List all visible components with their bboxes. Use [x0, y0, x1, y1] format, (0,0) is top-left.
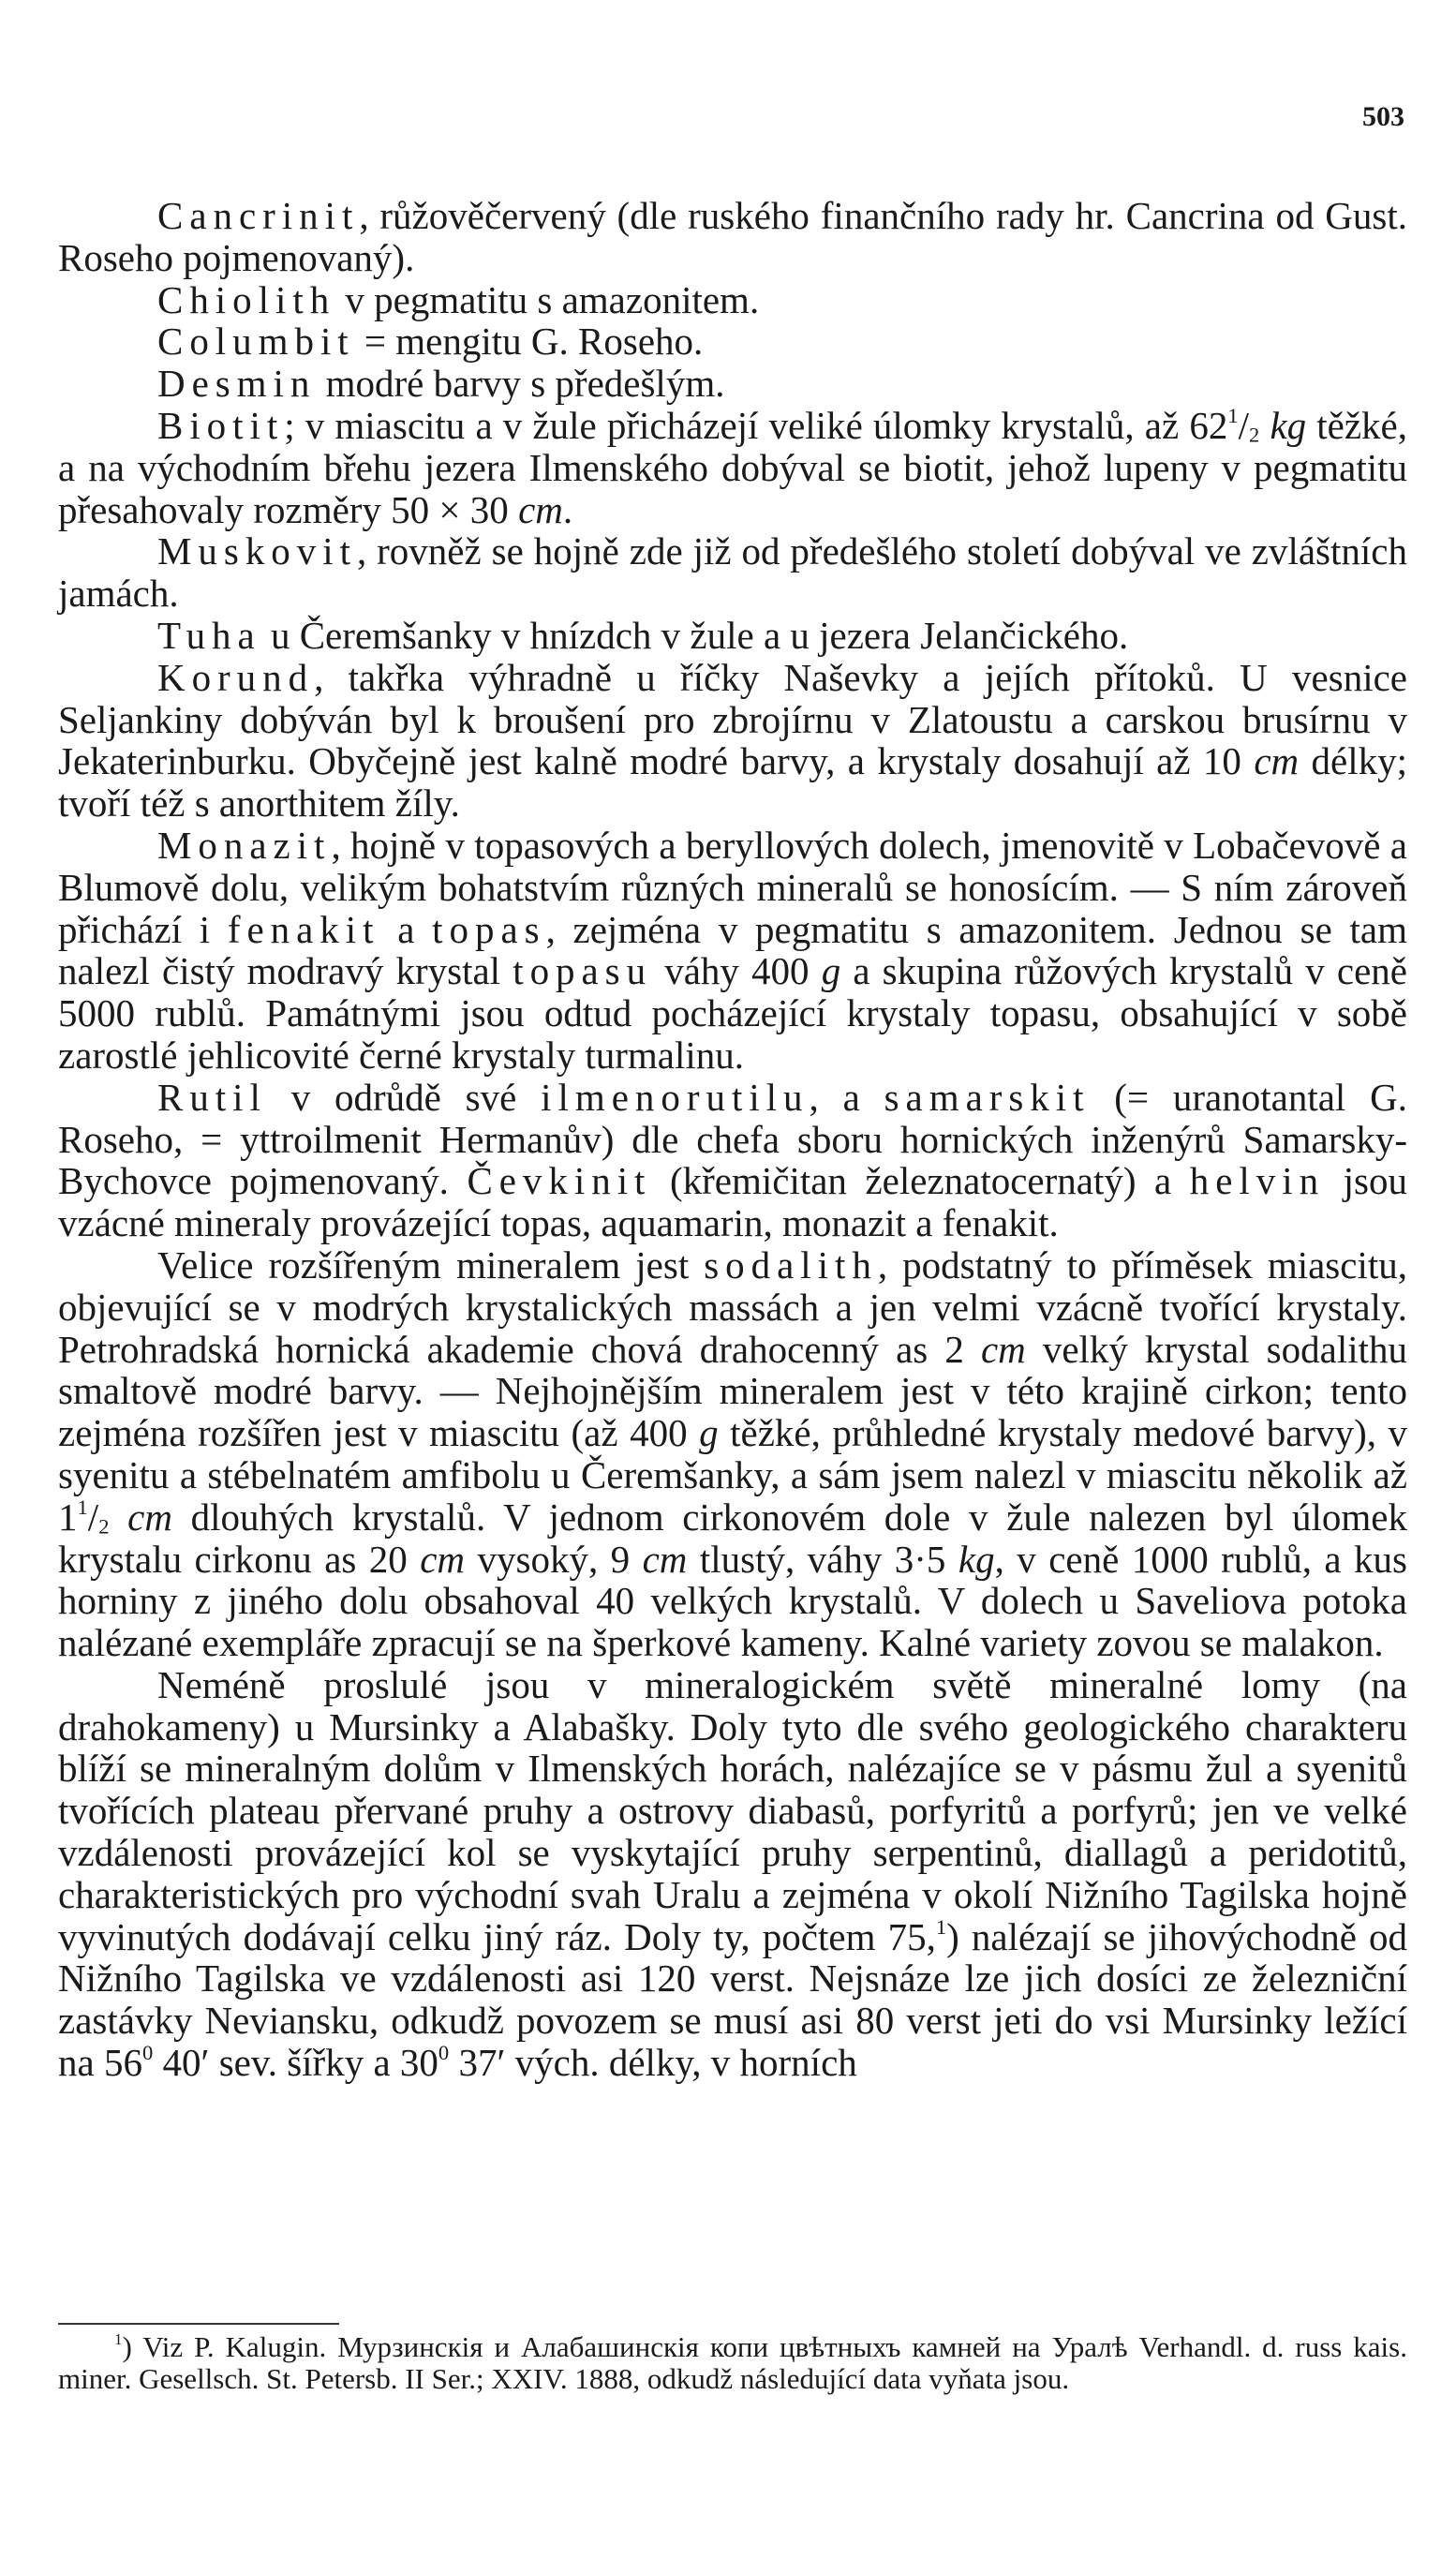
text: a [379, 907, 433, 951]
term: Korund [157, 655, 315, 699]
term: Čevkinit [467, 1159, 652, 1203]
text: (= uranotantal G. Roseho, = yttroilmenit Hermanův) dle chefa sboru hornických inženýrů Samarsky-Bychovce pojmenovaný. [58, 1075, 1407, 1203]
degree-mark: 0 [141, 2041, 154, 2065]
unit: g [821, 949, 841, 993]
term: Cancrinit [157, 194, 360, 237]
footnote [58, 2331, 1407, 2395]
text: v odrůdě své [266, 1075, 542, 1119]
text: , v ceně 1000 rublů, a kus horniny z jiného dolu obsahoval 40 velkých krystalů. V dolech u Saveliova potoka nalézané exempláře zpracují se na šperkové kameny. Kalné variety zovou se malakon. [58, 1537, 1407, 1665]
text: (křemičitan železnatocernatý) a [651, 1159, 1190, 1203]
text: , hojně v topasových a beryllových dolech, jmenovitě v Lobačevově a Blumově dolu, velikým bohatstvím různých mineralů se honosícím. — S ním zároveň přichází i [58, 823, 1407, 951]
text: velký krystal sodalithu smaltově modré barvy. — Nejhojnějším mineralem jest v této krajině cirkon; tento zejména rozšířen jest v miascitu (až 400 [58, 1327, 1407, 1455]
text: . [562, 487, 573, 531]
term: sodalith [704, 1242, 878, 1287]
term: Rutil [157, 1075, 267, 1119]
unit: cm [642, 1537, 688, 1581]
footnote-reference: 1 [935, 1914, 947, 1939]
footnote-marker: 1 [114, 2330, 123, 2349]
paragraph-muskovit [58, 530, 1407, 615]
text: ; v miascitu a v žule přicházejí veliké úlomky krystalů, až 62 [284, 403, 1228, 447]
term: Desmin [157, 362, 317, 406]
term: Monazit [157, 823, 332, 867]
paragraph-chiolith [58, 279, 1407, 321]
term: topasu [513, 949, 653, 993]
text: 40′ sev. šířky a 30 [153, 2041, 438, 2085]
text: váhy 400 [652, 949, 822, 993]
unit: cm [127, 1495, 172, 1539]
unit: cm [420, 1537, 466, 1581]
text: těžké, průhledné krystaly medové barvy), v syenitu a stébelnatém amfibolu u Čeremšanky, a sám jsem nalezl v miascitu několik až 1 [58, 1411, 1407, 1539]
term: ilmenorutilu [541, 1075, 810, 1119]
unit: cm [980, 1327, 1026, 1371]
degree-mark: 0 [438, 2041, 450, 2065]
paragraph-desmin [58, 363, 1407, 405]
term: Biotit [157, 403, 285, 447]
text: modré barvy s předešlým. [316, 362, 725, 406]
paragraph-columbit [58, 320, 1407, 363]
page-number: 503 [1362, 101, 1404, 132]
paragraph-rutil [58, 1077, 1407, 1244]
text: , takřka výhradně u říčky Naševky a jejích přítoků. U vesnice Seljankiny dobýván byl k broušení pro zbrojírnu v Zlatoustu a carskou brusírnu v Jekaterinburku. Obyčejně jest kalně modré barvy, a krystaly dosahují až 10 [58, 655, 1407, 783]
paragraph-biotit [58, 405, 1407, 530]
text: v pegmatitu s amazonitem. [335, 277, 760, 321]
term: topas [432, 907, 546, 951]
unit: g [699, 1411, 719, 1455]
unit: cm [1254, 739, 1300, 783]
unit: kg [1270, 403, 1307, 447]
fraction: $^1/_2$ [1227, 403, 1260, 447]
text: dlouhých krystalů. V jednom cirkonovém dole v žule nalezen byl úlomek krystalu cirkonu as 20 [58, 1495, 1408, 1581]
fraction-numerator: 1 [1227, 404, 1239, 428]
unit: kg [958, 1537, 995, 1581]
term: Muskovit [157, 529, 357, 573]
paragraph-tuha [58, 615, 1407, 657]
unit: cm [518, 487, 563, 531]
text: u Čeremšanky v hnízdch v žule a u jezera Jelančického. [260, 613, 1129, 657]
term: samarskit [884, 1075, 1091, 1119]
text: 37′ vých. délky, v horních [449, 2041, 857, 2085]
text: jsou vzácné mineraly provázející topas, aquamarin, monazit a fenakit. [58, 1159, 1407, 1245]
text: , a [809, 1075, 884, 1119]
paragraph-korund [58, 657, 1407, 825]
fraction-denominator: 2 [1249, 423, 1260, 447]
text: tlustý, váhy 3·5 [687, 1537, 958, 1581]
term: fenakit [227, 907, 380, 951]
text: délky; tvoří též s anorthitem žíly. [58, 739, 1407, 826]
paragraph-mursinka [58, 1664, 1407, 2084]
footnote-divider [58, 2323, 339, 2325]
text: ) nalézají se jihovýchodně od Nižního Tagilska ve vzdálenosti asi 120 verst. Nejsnáze lze jich dosíci ze železniční zastávky Neviansku, odkudž povozem se musí asi 80 verst jeti do vsi Mursinky ležící na 56 [58, 1914, 1408, 2085]
footnote-text [58, 2331, 1407, 2395]
fraction-numerator: 1 [77, 1495, 88, 1519]
paragraph-monazit [58, 825, 1407, 1077]
paragraph-sodalith [58, 1244, 1407, 1664]
text: vysoký, 9 [465, 1537, 643, 1581]
fraction-denominator: 2 [98, 1514, 110, 1539]
fraction: $^1/_2$ [77, 1495, 110, 1539]
term: Chiolith [157, 277, 336, 321]
text: Neméně proslulé jsou v mineralogickém světě mineralné lomy (na drahokameny) u Mursinky a Alabašky. Doly tyto dle svého geologického charakteru blíží se mineralným dolům v Ilmenských horách, nalézajíce se v pásmu žul a syenitů tvořících plateau přervané pruhy a ostrovy diabasů, porfyritů a porfyrů; jen ve velké vzdálenosti provázející kol se vyskytající pruhy serpentinů, diallagů a peridotitů, charakteristických pro východní svah Uralu a zejména v okolí Nižního Tagilska hojně vyvinutých dodávají celku jiný ráz. Doly ty, počtem 75, [58, 1662, 1407, 1958]
term: Columbit [157, 320, 355, 364]
text: , podstatný to příměsek miascitu, objevující se v modrých krystalických massách a jen velmi vzácně tvořící krystaly. Petrohradská hornická akademie chová drahocenný as 2 [58, 1242, 1407, 1371]
text: , rovněž se hojně zde již od předešlého století dobýval ve zvláštních jamách. [58, 529, 1407, 616]
text: = mengitu G. Roseho. [354, 320, 704, 364]
text: a skupina růžových krystalů v ceně 5000 rublů. Památnými jsou odtud pocházející krystaly topasu, obsahující v sobě zarostlé jehlicovité černé krystaly turmalinu. [58, 949, 1407, 1077]
text: ) Viz P. Kalugin. Мурзинскія и Алабашинскія копи цвѣтныхъ камней на Уралѣ Verhandl. d. russ kais. miner. Gesellsch. St. Petersb. II Ser.; XXIV. 1888, odkudž následující data vyňata jsou. [58, 2330, 1407, 2395]
paragraph-cancrinit [58, 195, 1407, 279]
main-text [58, 195, 1407, 2084]
text: těžké, a na východním břehu jezera Ilmenského dobýval se biotit, jehož lupeny v pegmatitu přesahovaly rozměry 50 × 30 [58, 403, 1408, 531]
term: Tuha [157, 613, 261, 657]
text: Velice rozšířeným mineralem jest [157, 1242, 705, 1287]
text: , zejména v pegmatitu s amazonitem. Jednou se tam nalezl čistý modravý krystal [58, 907, 1407, 993]
text: , růžověčervený (dle ruského finančního rady hr. Cancrina od Gust. Roseho pojmenovaný). [58, 194, 1407, 279]
term: helvin [1189, 1159, 1326, 1203]
